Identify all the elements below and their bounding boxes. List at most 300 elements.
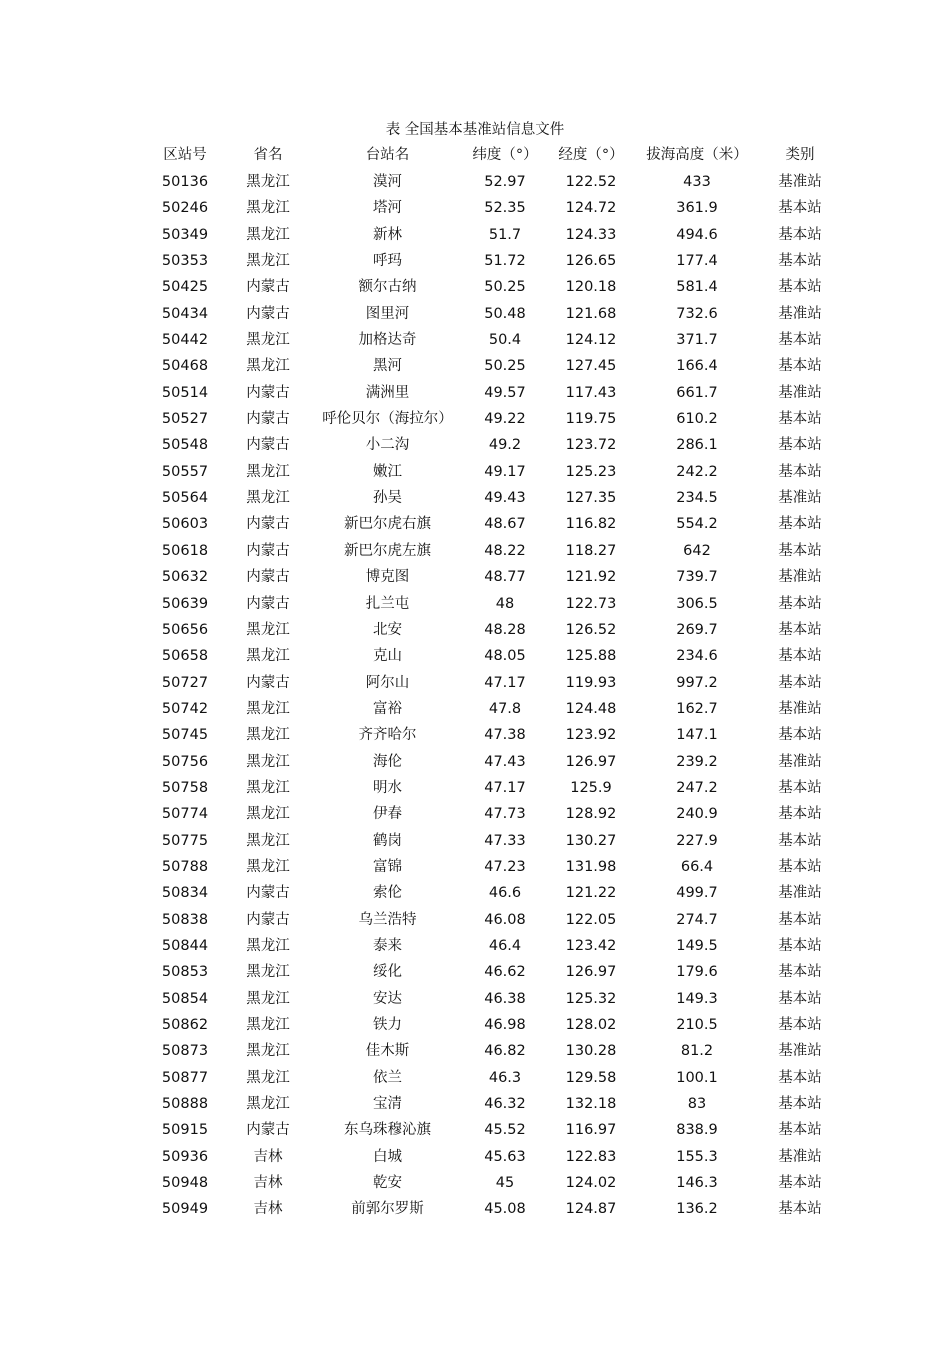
cell-latitude: 49.57	[484, 384, 526, 401]
cell-category: 基准站	[778, 305, 822, 322]
cell-station-id: 50425	[161, 279, 209, 296]
cell-longitude: 126.97	[565, 964, 617, 981]
cell-station-id: 50353	[161, 253, 209, 270]
cell-station-name: 加格达奇	[358, 332, 417, 349]
cell-longitude: 125.23	[565, 463, 617, 480]
cell-latitude: 46.38	[484, 990, 526, 1007]
cell-altitude: 661.7	[676, 384, 718, 401]
cell-longitude: 116.82	[565, 516, 617, 533]
cell-category: 基本站	[778, 1017, 822, 1033]
cell-altitude: 83	[687, 1096, 707, 1113]
cell-station-name: 索伦	[373, 885, 402, 902]
cell-category: 基准站	[778, 885, 822, 902]
cell-station-name: 白城	[373, 1148, 402, 1165]
table-row	[0, 722, 950, 748]
cell-latitude: 47.23	[484, 858, 526, 875]
cell-station-name: 前郭尔罗斯	[351, 1201, 424, 1218]
cell-latitude: 46.98	[484, 1017, 526, 1033]
cell-latitude: 48.67	[484, 516, 526, 533]
cell-altitude: 838.9	[676, 1122, 718, 1139]
cell-station-name: 新林	[373, 226, 402, 243]
cell-category: 基准站	[778, 490, 822, 507]
cell-station-id: 50853	[161, 964, 209, 981]
cell-altitude: 66.4	[680, 858, 714, 875]
cell-station-id: 50514	[161, 384, 209, 401]
cell-province: 黑龙江	[246, 1096, 290, 1113]
cell-station-id: 50873	[161, 1043, 209, 1060]
cell-latitude: 46.62	[484, 964, 526, 981]
cell-longitude: 124.87	[565, 1201, 617, 1218]
cell-station-name: 呼伦贝尔（海拉尔）	[322, 411, 453, 428]
cell-category: 基本站	[778, 279, 822, 296]
cell-station-name: 富裕	[373, 700, 402, 717]
cell-latitude: 47.8	[488, 700, 522, 717]
cell-category: 基本站	[778, 621, 822, 638]
cell-longitude: 121.22	[565, 885, 617, 902]
cell-station-id: 50548	[161, 437, 209, 454]
cell-latitude: 50.4	[488, 332, 522, 349]
cell-altitude: 286.1	[676, 437, 718, 454]
cell-province: 内蒙古	[246, 411, 290, 428]
cell-longitude: 122.05	[565, 911, 617, 928]
cell-altitude: 732.6	[676, 305, 718, 322]
cell-station-id: 50442	[161, 332, 209, 349]
cell-province: 内蒙古	[246, 569, 290, 586]
table-row	[0, 828, 950, 854]
cell-station-id: 50639	[161, 595, 209, 612]
cell-latitude: 46.3	[488, 1069, 522, 1086]
cell-station-id: 50888	[161, 1096, 209, 1113]
table-row	[0, 959, 950, 985]
cell-latitude: 45.08	[484, 1201, 526, 1218]
cell-longitude: 124.48	[565, 700, 617, 717]
cell-province: 黑龙江	[246, 806, 290, 823]
header-altitude: 拔海高度（米）	[646, 147, 748, 163]
table-row	[0, 749, 950, 775]
cell-latitude: 48.22	[484, 542, 526, 559]
cell-latitude: 49.22	[484, 411, 526, 428]
cell-province: 黑龙江	[246, 753, 290, 770]
cell-station-id: 50564	[161, 490, 209, 507]
cell-station-name: 扎兰屯	[365, 595, 410, 612]
cell-longitude: 123.42	[565, 937, 617, 954]
cell-station-name: 依兰	[373, 1069, 402, 1086]
cell-latitude: 50.25	[484, 358, 526, 375]
cell-category: 基本站	[778, 911, 822, 928]
cell-latitude: 50.25	[484, 279, 526, 296]
cell-station-id: 50774	[161, 806, 209, 823]
table-row	[0, 1196, 950, 1222]
cell-station-id: 50854	[161, 990, 209, 1007]
table-row	[0, 538, 950, 564]
table-row	[0, 617, 950, 643]
cell-station-id: 50745	[161, 727, 209, 744]
cell-altitude: 739.7	[676, 569, 718, 586]
cell-province: 吉林	[253, 1148, 283, 1165]
cell-latitude: 48.05	[484, 648, 526, 665]
cell-station-name: 宝清	[373, 1096, 402, 1113]
cell-longitude: 128.02	[565, 1017, 617, 1033]
cell-province: 黑龙江	[246, 1069, 290, 1086]
cell-latitude: 51.7	[488, 226, 522, 243]
cell-province: 黑龙江	[246, 226, 290, 243]
cell-station-name: 嫩江	[373, 463, 402, 480]
cell-category: 基本站	[778, 1069, 822, 1086]
cell-category: 基本站	[778, 990, 822, 1007]
cell-longitude: 127.45	[565, 358, 617, 375]
cell-category: 基本站	[778, 437, 822, 454]
cell-altitude: 494.6	[676, 226, 718, 243]
cell-latitude: 47.17	[484, 779, 526, 796]
cell-station-id: 50862	[161, 1017, 209, 1033]
cell-latitude: 47.38	[484, 727, 526, 744]
cell-category: 基本站	[778, 937, 822, 954]
cell-altitude: 162.7	[676, 700, 718, 717]
cell-category: 基本站	[778, 832, 822, 849]
cell-latitude: 50.48	[484, 305, 526, 322]
cell-altitude: 149.5	[676, 937, 718, 954]
cell-latitude: 45.52	[484, 1122, 526, 1139]
cell-station-id: 50844	[161, 937, 209, 954]
cell-longitude: 125.88	[565, 648, 617, 665]
cell-altitude: 166.4	[676, 358, 718, 375]
cell-station-name: 额尔古纳	[358, 279, 417, 296]
cell-province: 内蒙古	[246, 1122, 290, 1139]
cell-category: 基本站	[778, 411, 822, 428]
cell-category: 基本站	[778, 253, 822, 270]
cell-category: 基本站	[778, 516, 822, 533]
cell-category: 基准站	[778, 1148, 822, 1165]
cell-province: 黑龙江	[246, 358, 290, 375]
cell-category: 基本站	[778, 358, 822, 375]
cell-category: 基准站	[778, 700, 822, 717]
cell-province: 黑龙江	[246, 937, 290, 954]
cell-category: 基本站	[778, 542, 822, 559]
cell-category: 基本站	[778, 727, 822, 744]
cell-province: 黑龙江	[246, 621, 290, 638]
table-row	[0, 1170, 950, 1196]
table-row	[0, 380, 950, 406]
cell-station-id: 50349	[161, 226, 209, 243]
cell-station-id: 50656	[161, 621, 209, 638]
cell-station-id: 50246	[161, 200, 209, 217]
cell-latitude: 48.77	[484, 569, 526, 586]
cell-station-id: 50434	[161, 305, 209, 322]
cell-station-name: 铁力	[373, 1017, 402, 1033]
cell-station-id: 50557	[161, 463, 209, 480]
cell-province: 黑龙江	[246, 490, 290, 507]
cell-longitude: 124.12	[565, 332, 617, 349]
cell-longitude: 126.97	[565, 753, 617, 770]
cell-altitude: 499.7	[676, 885, 718, 902]
cell-station-id: 50788	[161, 858, 209, 875]
cell-altitude: 433	[683, 174, 711, 190]
cell-category: 基准站	[778, 384, 822, 401]
cell-station-id: 50834	[161, 885, 209, 902]
cell-category: 基本站	[778, 674, 822, 691]
cell-longitude: 119.93	[565, 674, 617, 691]
cell-longitude: 125.9	[570, 779, 612, 796]
cell-latitude: 46.08	[484, 911, 526, 928]
cell-station-name: 博克图	[365, 569, 410, 586]
cell-province: 黑龙江	[246, 648, 290, 665]
cell-province: 吉林	[253, 1201, 283, 1218]
cell-category: 基本站	[778, 648, 822, 665]
cell-province: 黑龙江	[246, 253, 290, 270]
table-row	[0, 195, 950, 221]
cell-longitude: 122.73	[565, 595, 617, 612]
cell-latitude: 46.6	[488, 885, 522, 902]
cell-province: 内蒙古	[246, 279, 290, 296]
cell-station-name: 孙吴	[373, 490, 402, 507]
cell-station-id: 50915	[161, 1122, 209, 1139]
cell-altitude: 610.2	[676, 411, 718, 428]
table-row	[0, 1012, 950, 1038]
header-category: 类别	[785, 147, 815, 163]
cell-altitude: 361.9	[676, 200, 718, 217]
cell-province: 黑龙江	[246, 174, 290, 190]
table-row	[0, 933, 950, 959]
cell-station-name: 北安	[373, 621, 402, 638]
cell-altitude: 227.9	[676, 832, 718, 849]
cell-station-id: 50936	[161, 1148, 209, 1165]
cell-station-name: 佳木斯	[365, 1043, 410, 1060]
cell-station-name: 绥化	[373, 964, 402, 981]
cell-latitude: 45.63	[484, 1148, 526, 1165]
cell-station-name: 新巴尔虎右旗	[344, 516, 431, 533]
table-row	[0, 854, 950, 880]
table-title: 表 全国基本基准站信息文件	[385, 122, 565, 138]
cell-station-id: 50603	[161, 516, 209, 533]
cell-longitude: 125.32	[565, 990, 617, 1007]
cell-category: 基本站	[778, 200, 822, 217]
cell-category: 基本站	[778, 595, 822, 612]
cell-station-id: 50756	[161, 753, 209, 770]
cell-longitude: 121.92	[565, 569, 617, 586]
cell-latitude: 48	[495, 595, 515, 612]
cell-station-name: 明水	[373, 779, 402, 796]
header-province: 省名	[253, 147, 283, 163]
cell-altitude: 581.4	[676, 279, 718, 296]
table-row	[0, 696, 950, 722]
table-row	[0, 591, 950, 617]
cell-station-name: 伊春	[373, 806, 402, 823]
cell-altitude: 274.7	[676, 911, 718, 928]
cell-station-id: 50877	[161, 1069, 209, 1086]
cell-longitude: 118.27	[565, 542, 617, 559]
cell-longitude: 122.52	[565, 174, 617, 190]
cell-altitude: 210.5	[676, 1017, 718, 1033]
cell-station-name: 齐齐哈尔	[358, 727, 417, 744]
cell-province: 黑龙江	[246, 1043, 290, 1060]
cell-station-id: 50727	[161, 674, 209, 691]
cell-station-name: 呼玛	[373, 253, 402, 270]
cell-altitude: 234.6	[676, 648, 718, 665]
cell-station-name: 海伦	[373, 753, 402, 770]
cell-province: 黑龙江	[246, 727, 290, 744]
cell-province: 黑龙江	[246, 858, 290, 875]
cell-category: 基本站	[778, 1201, 822, 1218]
cell-altitude: 997.2	[676, 674, 718, 691]
cell-longitude: 120.18	[565, 279, 617, 296]
cell-longitude: 121.68	[565, 305, 617, 322]
cell-station-name: 富锦	[373, 858, 402, 875]
cell-station-name: 漠河	[373, 174, 402, 190]
cell-altitude: 149.3	[676, 990, 718, 1007]
cell-category: 基本站	[778, 463, 822, 480]
cell-province: 内蒙古	[246, 595, 290, 612]
cell-longitude: 124.33	[565, 226, 617, 243]
cell-province: 黑龙江	[246, 700, 290, 717]
cell-station-name: 克山	[373, 648, 402, 665]
cell-category: 基本站	[778, 1122, 822, 1139]
cell-category: 基准站	[778, 174, 822, 190]
cell-altitude: 136.2	[676, 1201, 718, 1218]
cell-station-name: 满洲里	[365, 384, 410, 401]
cell-station-id: 50742	[161, 700, 209, 717]
cell-altitude: 234.5	[676, 490, 718, 507]
table-row	[0, 564, 950, 590]
cell-station-name: 新巴尔虎左旗	[344, 542, 431, 559]
cell-latitude: 49.17	[484, 463, 526, 480]
cell-station-id: 50136	[161, 174, 209, 190]
cell-altitude: 554.2	[676, 516, 718, 533]
table-body	[0, 169, 950, 1223]
cell-latitude: 52.35	[484, 200, 526, 217]
cell-altitude: 239.2	[676, 753, 718, 770]
cell-altitude: 146.3	[676, 1175, 718, 1192]
cell-category: 基本站	[778, 964, 822, 981]
cell-station-id: 50758	[161, 779, 209, 796]
cell-latitude: 46.82	[484, 1043, 526, 1060]
table-row	[0, 880, 950, 906]
table-row	[0, 670, 950, 696]
table-row	[0, 907, 950, 933]
cell-category: 基准站	[778, 1043, 822, 1060]
table-row	[0, 511, 950, 537]
table-row	[0, 1144, 950, 1170]
table-row	[0, 643, 950, 669]
cell-category: 基本站	[778, 332, 822, 349]
cell-station-name: 东乌珠穆沁旗	[344, 1122, 431, 1139]
cell-station-id: 50618	[161, 542, 209, 559]
table-row	[0, 169, 950, 195]
cell-longitude: 117.43	[565, 384, 617, 401]
cell-altitude: 155.3	[676, 1148, 718, 1165]
cell-province: 内蒙古	[246, 437, 290, 454]
cell-province: 内蒙古	[246, 885, 290, 902]
cell-longitude: 119.75	[565, 411, 617, 428]
cell-station-id: 50632	[161, 569, 209, 586]
table-row	[0, 222, 950, 248]
cell-longitude: 124.02	[565, 1175, 617, 1192]
cell-category: 基本站	[778, 1096, 822, 1113]
table-row	[0, 248, 950, 274]
table-row	[0, 485, 950, 511]
cell-station-name: 泰来	[373, 937, 402, 954]
table-row	[0, 801, 950, 827]
cell-province: 黑龙江	[246, 1017, 290, 1033]
cell-altitude: 642	[683, 542, 711, 559]
cell-latitude: 47.43	[484, 753, 526, 770]
cell-station-id: 50658	[161, 648, 209, 665]
cell-province: 黑龙江	[246, 990, 290, 1007]
cell-category: 基本站	[778, 858, 822, 875]
cell-category: 基准站	[778, 753, 822, 770]
cell-longitude: 130.28	[565, 1043, 617, 1060]
cell-province: 黑龙江	[246, 832, 290, 849]
cell-altitude: 247.2	[676, 779, 718, 796]
table-row	[0, 775, 950, 801]
cell-station-name: 阿尔山	[365, 674, 410, 691]
table-row	[0, 1117, 950, 1143]
cell-altitude: 269.7	[676, 621, 718, 638]
table-row	[0, 274, 950, 300]
cell-station-id: 50949	[161, 1201, 209, 1218]
cell-latitude: 51.72	[484, 253, 526, 270]
cell-province: 黑龙江	[246, 779, 290, 796]
cell-province: 内蒙古	[246, 542, 290, 559]
cell-latitude: 47.17	[484, 674, 526, 691]
cell-altitude: 81.2	[680, 1043, 714, 1060]
cell-longitude: 124.72	[565, 200, 617, 217]
cell-station-id: 50838	[161, 911, 209, 928]
cell-station-name: 乾安	[373, 1175, 402, 1192]
cell-station-name: 小二沟	[365, 437, 410, 454]
cell-altitude: 100.1	[676, 1069, 718, 1086]
cell-altitude: 242.2	[676, 463, 718, 480]
cell-station-name: 黑河	[373, 358, 402, 375]
cell-longitude: 126.52	[565, 621, 617, 638]
cell-altitude: 371.7	[676, 332, 718, 349]
cell-latitude: 52.97	[484, 174, 526, 190]
cell-altitude: 177.4	[676, 253, 718, 270]
cell-station-id: 50468	[161, 358, 209, 375]
cell-latitude: 45	[495, 1175, 515, 1192]
cell-latitude: 49.2	[488, 437, 522, 454]
header-station-id: 区站号	[163, 147, 207, 163]
cell-province: 内蒙古	[246, 516, 290, 533]
cell-province: 吉林	[253, 1175, 283, 1192]
header-station-name: 台站名	[365, 147, 410, 163]
cell-longitude: 122.83	[565, 1148, 617, 1165]
cell-station-name: 图里河	[365, 305, 410, 322]
table-row	[0, 986, 950, 1012]
cell-province: 内蒙古	[246, 384, 290, 401]
cell-altitude: 147.1	[676, 727, 718, 744]
cell-altitude: 179.6	[676, 964, 718, 981]
cell-longitude: 130.27	[565, 832, 617, 849]
cell-province: 黑龙江	[246, 332, 290, 349]
table-row	[0, 406, 950, 432]
table-row	[0, 459, 950, 485]
cell-longitude: 126.65	[565, 253, 617, 270]
cell-station-id: 50775	[161, 832, 209, 849]
cell-altitude: 240.9	[676, 806, 718, 823]
cell-province: 黑龙江	[246, 200, 290, 217]
cell-longitude: 128.92	[565, 806, 617, 823]
cell-category: 基本站	[778, 806, 822, 823]
cell-category: 基准站	[778, 569, 822, 586]
cell-latitude: 47.33	[484, 832, 526, 849]
cell-longitude: 116.97	[565, 1122, 617, 1139]
cell-latitude: 47.73	[484, 806, 526, 823]
cell-province: 内蒙古	[246, 674, 290, 691]
table-row	[0, 1091, 950, 1117]
cell-category: 基本站	[778, 226, 822, 243]
cell-station-name: 鹤岗	[373, 832, 402, 849]
cell-province: 黑龙江	[246, 964, 290, 981]
